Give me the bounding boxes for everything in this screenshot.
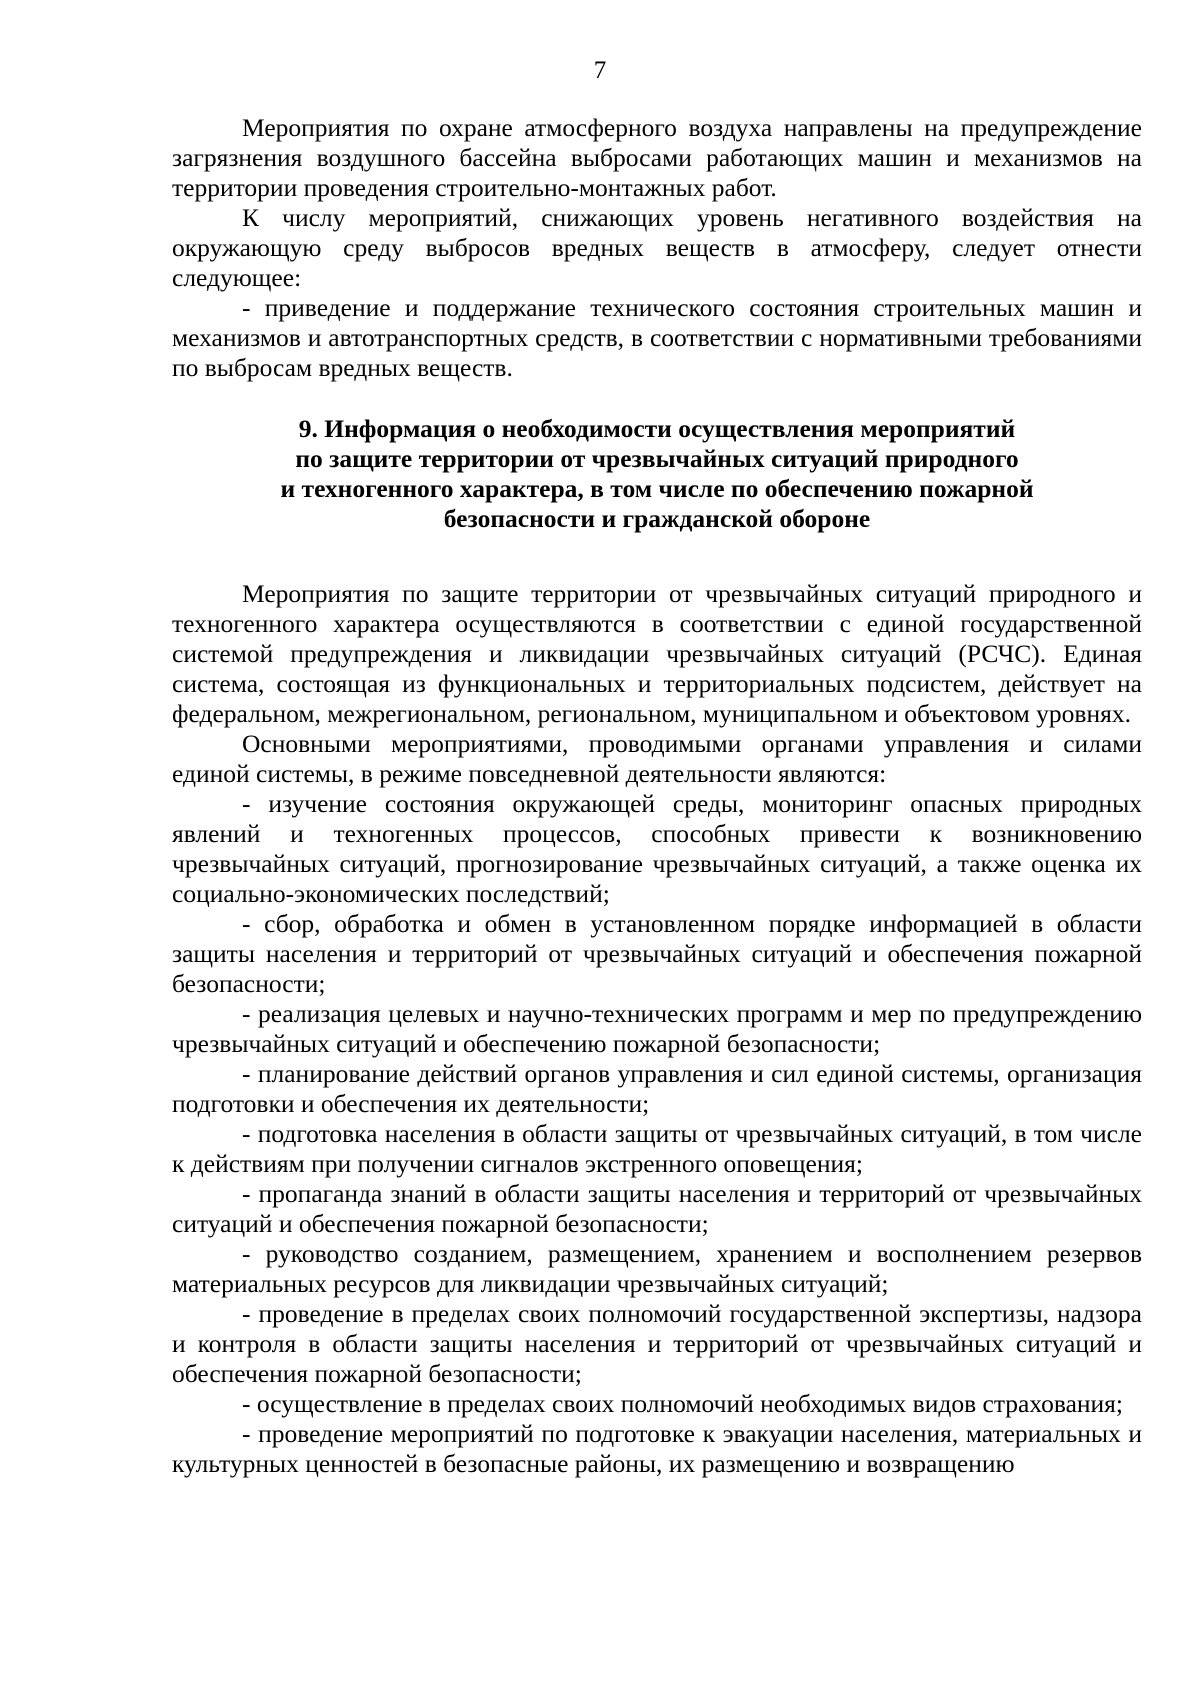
section-heading-line: по защите территории от чрезвычайных ситуаций природного	[295, 444, 1019, 473]
paragraph: Мероприятия по защите территории от чрезвычайных ситуаций природного и техногенного характера осуществляются в соответствии с единой государственной системой предупреждения и ликвидации чрезвычайных ситуаций (РСЧС). Единая система, состоящая из функциональных и территориальных подсистем, действует на федеральном, межрегиональном, региональном, муниципальном и объектовом уровнях.	[172, 579, 1142, 728]
list-item: - проведение мероприятий по подготовке к эвакуации населения, материальных и культурных ценностей в безопасные районы, их размещению и возвращению	[172, 1419, 1142, 1478]
page-number: 7	[593, 57, 607, 84]
list-item: - реализация целевых и научно-технических программ и мер по предупреждению чрезвычайных ситуаций и обеспечению пожарной безопасности;	[172, 999, 1142, 1058]
list-item: - проведение в пределах своих полномочий государственной экспертизы, надзора и контроля в области защиты населения и территорий от чрезвычайных ситуаций и обеспечения пожарной безопасности;	[172, 1299, 1142, 1388]
list-item: - осуществление в пределах своих полномочий необходимых видов страхования;	[242, 1389, 1123, 1418]
spacer	[172, 534, 1142, 579]
list-item: - планирование действий органов управления и сил единой системы, организация подготовки и обеспечения их деятельности;	[172, 1059, 1142, 1118]
list-item: - пропаганда знаний в области защиты населения и территорий от чрезвычайных ситуаций и обеспечения пожарной безопасности;	[172, 1179, 1142, 1238]
list-item: - приведение и поддержание технического состояния строительных машин и механизмов и автотранспортных средств, в соответствии с нормативными требованиями по выбросам вредных веществ.	[172, 293, 1142, 382]
list-item: - руководство созданием, размещением, хранением и восполнением резервов материальных ресурсов для ликвидации чрезвычайных ситуаций;	[172, 1239, 1142, 1298]
list-item: - сбор, обработка и обмен в установленном порядке информацией в области защиты населения и территорий от чрезвычайных ситуаций и обеспечения пожарной безопасности;	[172, 909, 1142, 998]
list-item: - изучение состояния окружающей среды, мониторинг опасных природных явлений и техногенных процессов, способных привести к возникновению чрезвычайных ситуаций, прогнозирование чрезвычайных ситуаций, а также оценка их социально-экономических последствий;	[172, 789, 1142, 908]
section-heading-line: 9. Информация о необходимости осуществления мероприятий	[298, 414, 1016, 443]
document-body	[172, 113, 1142, 1479]
list-item: - подготовка населения в области защиты от чрезвычайных ситуаций, в том числе к действиям при получении сигналов экстренного оповещения;	[172, 1119, 1142, 1178]
paragraph: Основными мероприятиями, проводимыми органами управления и силами единой системы, в режиме повседневной деятельности являются:	[172, 729, 1142, 788]
section-heading	[172, 414, 1142, 534]
section-heading-line: и техногенного характера, в том числе по обеспечению пожарной	[280, 474, 1034, 503]
section-heading-line: безопасности и гражданской обороне	[443, 504, 871, 533]
paragraph: Мероприятия по охране атмосферного воздуха направлены на предупреждение загрязнения воздушного бассейна выбросами работающих машин и механизмов на территории проведения строительно-монтажных работ.	[172, 113, 1142, 202]
paragraph: К числу мероприятий, снижающих уровень негативного воздействия на окружающую среду выбросов вредных веществ в атмосферу, следует отнести следующее:	[172, 203, 1142, 292]
